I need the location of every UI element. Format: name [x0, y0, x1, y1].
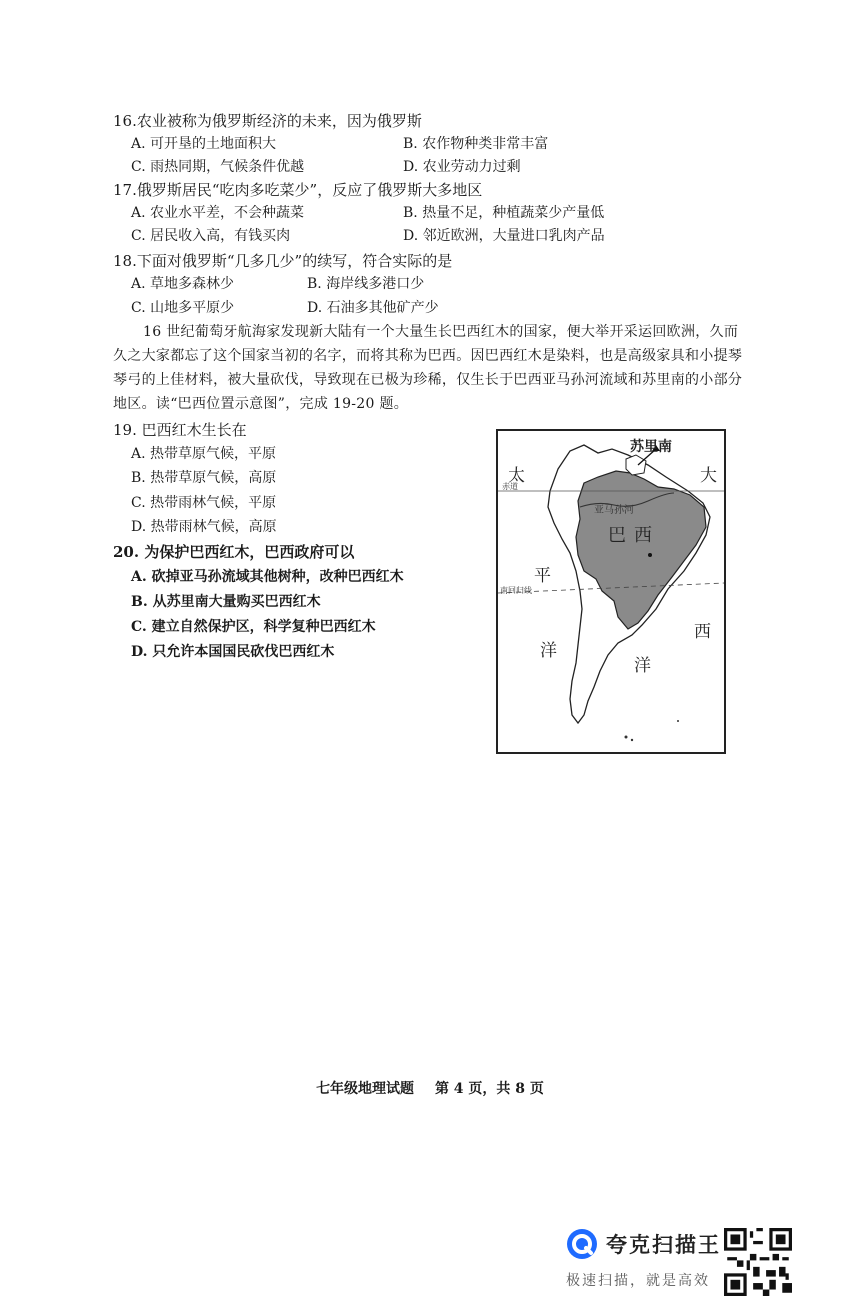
- label-yang-left: 洋: [540, 641, 557, 661]
- capital-dot: [648, 553, 652, 557]
- q16-stem: 16.农业被称为俄罗斯经济的未来，因为俄罗斯: [113, 112, 422, 130]
- q17-option-b: B. 热量不足，种植蔬菜少产量低: [403, 205, 605, 221]
- q20-option-b: B. 从苏里南大量购买巴西红木: [131, 594, 321, 610]
- q17-option-c: C. 居民收入高，有钱买肉: [131, 228, 291, 244]
- label-brazil-xi: 西: [634, 525, 652, 546]
- q18-option-d: D. 石油多其他矿产少: [307, 300, 439, 316]
- brazil-location-map: [496, 429, 726, 754]
- q19-option-c: C. 热带雨林气候，平原: [131, 495, 277, 511]
- q17-option-a: A. 农业水平差，不会种蔬菜: [131, 205, 305, 221]
- q16-option-a: A. 可开垦的土地面积大: [131, 136, 277, 152]
- q16-option-d: D. 农业劳动力过剩: [403, 159, 521, 175]
- qr-code-icon: [724, 1228, 792, 1296]
- brand-name: 夸克扫描王: [606, 1233, 721, 1257]
- label-da: 大: [700, 466, 717, 486]
- label-suriname: 苏里南: [630, 439, 672, 455]
- q18-option-b: B. 海岸线多港口少: [307, 276, 425, 292]
- label-yang-right: 洋: [634, 656, 651, 676]
- label-tropic: 南回归线: [500, 586, 532, 595]
- label-tai: 太: [508, 466, 525, 486]
- q17-option-d: D. 邻近欧洲，大量进口乳肉产品: [403, 228, 605, 244]
- q19-option-d: D. 热带雨林气候，高原: [131, 519, 277, 535]
- label-ping: 平: [534, 566, 551, 586]
- q17-stem: 17.俄罗斯居民“吃肉多吃菜少”，反应了俄罗斯大多地区: [113, 181, 483, 199]
- q20-option-d: D. 只允许本国国民砍伐巴西红木: [131, 644, 335, 660]
- island-dot: [625, 736, 628, 739]
- brand-slogan: 极速扫描，就是高效: [566, 1273, 710, 1289]
- q16-option-c: C. 雨热同期，气候条件优越: [131, 159, 305, 175]
- q20-option-a: A. 砍掉亚马孙流域其他树种，改种巴西红木: [131, 569, 404, 585]
- q19-option-b: B. 热带草原气候，高原: [131, 470, 277, 486]
- q20-stem: 20. 为保护巴西红木，巴西政府可以: [113, 543, 355, 561]
- brand-logo-icon: [566, 1228, 598, 1260]
- q16-option-b: B. 农作物种类非常丰富: [403, 136, 549, 152]
- q18-option-c: C. 山地多平原少: [131, 300, 235, 316]
- suriname-region: [626, 455, 646, 475]
- q18-stem: 18.下面对俄罗斯“几多几少”的续写，符合实际的是: [113, 252, 453, 270]
- reading-passage: 16 世纪葡萄牙航海家发现新大陆有一个大量生长巴西红木的国家，便大举开采运回欧洲，久而久之大家都忘了这个国家当初的名字，而将其称为巴西。因巴西红木是染料，也是高级家具和小提琴琴弓的上佳材料，被大量砍伐，导致现在已极为珍稀，仅生长于巴西亚马孙河流域和苏里南的小部分地区。读“巴西位置示意图”，完成 19-20 题。: [113, 324, 743, 412]
- q20-option-c: C. 建立自然保护区，科学复种巴西红木: [131, 619, 376, 635]
- q19-option-a: A. 热带草原气候，平原: [131, 446, 277, 462]
- island-dot: [677, 720, 679, 722]
- label-amazon: 亚马孙河: [594, 505, 634, 516]
- footer-page-number: 第 4 页，共 8 页: [434, 1081, 544, 1097]
- q18-option-a: A. 草地多森林少: [131, 276, 235, 292]
- label-xi-right: 西: [694, 622, 711, 642]
- footer-subject: 七年级地理试题: [316, 1081, 415, 1097]
- label-brazil-ba: 巴: [608, 525, 626, 546]
- q19-stem: 19. 巴西红木生长在: [113, 421, 247, 439]
- page-footer: [0, 1078, 860, 1098]
- island-dot: [631, 739, 633, 741]
- scanner-brand: [566, 1228, 721, 1260]
- label-equator: 赤道: [502, 482, 518, 491]
